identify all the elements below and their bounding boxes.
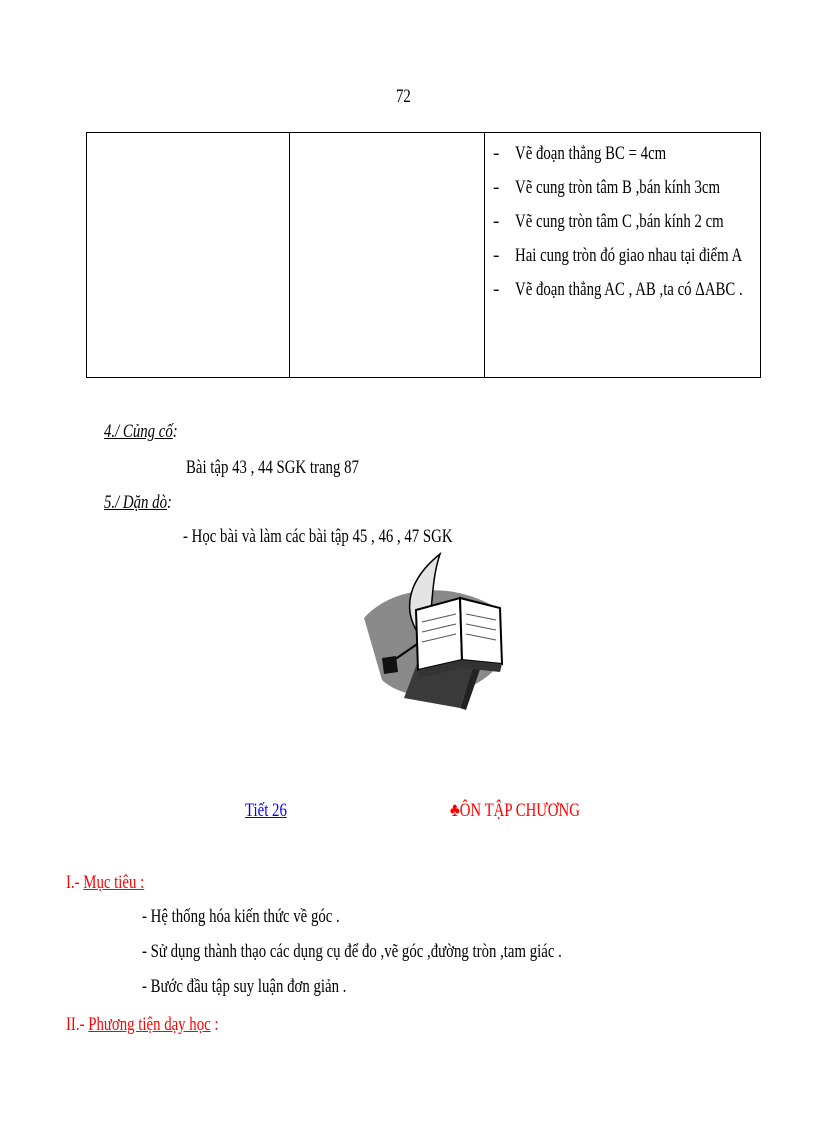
list-item: - Vẽ cung tròn tâm B ,bán kính 3cm xyxy=(493,177,720,198)
list-item: - Vẽ đoạn thẳng AC , AB ,ta có ΔABC . xyxy=(493,279,743,300)
table-cell-steps xyxy=(485,133,761,378)
section-1-heading: I.- Mục tiêu : xyxy=(66,872,145,893)
consolidate-text: Bài tập 43 , 44 SGK trang 87 xyxy=(186,457,359,478)
consolidate-heading: 4./ Củng cố: xyxy=(104,421,178,442)
homework-text: - Học bài và làm các bài tập 45 , 46 , 47 SGK xyxy=(183,526,453,547)
book-and-quill-icon xyxy=(360,548,506,710)
objective-item-3: - Bước đầu tập suy luận đơn giản . xyxy=(142,976,347,997)
lesson-title: ♣ÔN TẬP CHƯƠNG xyxy=(450,800,580,821)
construction-steps xyxy=(485,133,760,313)
objective-item-2: - Sử dụng thành thạo các dụng cụ để đo ,vẽ góc ,đường tròn ,tam giác . xyxy=(142,941,562,962)
club-icon: ♣ xyxy=(450,800,460,821)
list-item: - Vẽ cung tròn tâm C ,bán kính 2 cm xyxy=(493,211,724,232)
homework-heading: 5./ Dặn dò: xyxy=(104,492,172,513)
lesson-period[interactable]: Tiết 26 xyxy=(245,800,287,821)
table-cell-empty-2 xyxy=(290,133,485,378)
list-item: - Hai cung tròn đó giao nhau tại điểm A xyxy=(493,245,743,266)
list-item: - Vẽ đoạn thẳng BC = 4cm xyxy=(493,143,667,164)
table-cell-empty-1 xyxy=(87,133,290,378)
page-number: 72 xyxy=(396,86,411,107)
lesson-table xyxy=(86,132,761,378)
objective-item-1: - Hệ thống hóa kiến thức về góc . xyxy=(142,906,340,927)
section-2-heading: II.- Phương tiện dạy học : xyxy=(66,1014,219,1035)
